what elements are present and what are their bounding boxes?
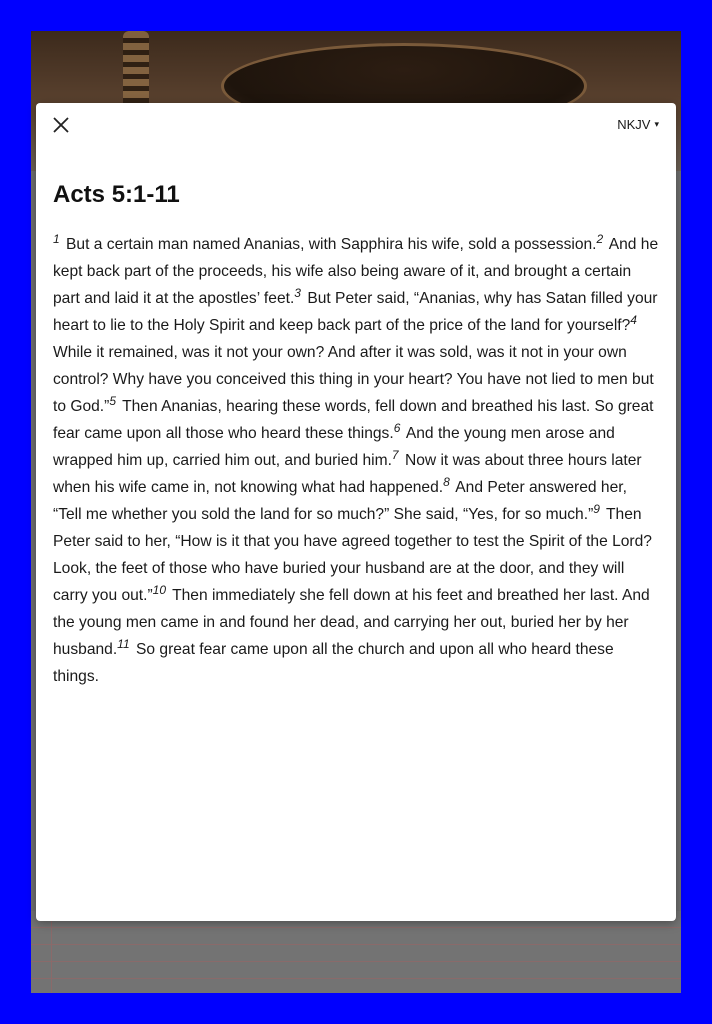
verse-text: So great fear came upon all the church and upon all who heard these things. [53, 641, 614, 685]
verse-number: 2 [596, 231, 604, 246]
passage-text [53, 231, 659, 690]
verse-number: 6 [393, 420, 401, 435]
passage-modal [36, 103, 676, 921]
verse-text: Then Ananias, hearing these words, fell down and breathed his last. So great fear came upon all those who heard these things. [53, 398, 654, 442]
version-label: NKJV [617, 117, 651, 132]
passage-title: Acts 5:1-11 [53, 181, 180, 208]
close-button[interactable] [50, 114, 72, 136]
version-dropdown[interactable] [617, 117, 659, 132]
verse-number: 8 [443, 474, 450, 489]
background-margin-line [51, 911, 52, 993]
verse-text: And the young men arose and wrapped him up, carried him out, and buried him. [53, 425, 615, 469]
caret-down-icon: ▾ [654, 119, 659, 129]
verse [53, 636, 614, 685]
verse [53, 231, 597, 253]
verse-number: 11 [117, 636, 130, 651]
verse-text: Then Peter said to her, “How is it that you have agreed together to test the Spirit of the Lord? Look, the feet of those who have buried your husband are at the door, and they will carry you out.” [53, 506, 652, 604]
verse-number: 7 [391, 447, 399, 462]
verse-number: 10 [152, 582, 167, 597]
verse-text: Then immediately she fell down at his feet and breathed her last. And the young men came in and found her dead, and carrying her out, buried her by her husband. [53, 587, 650, 658]
verse-text: But a certain man named Ananias, with Sapphira his wife, sold a possession. [66, 236, 597, 253]
verse-number: 4 [630, 312, 637, 327]
verse-number: 3 [294, 285, 301, 300]
background-ruled-lines [31, 911, 681, 993]
verse-number: 1 [53, 231, 60, 246]
verse-number: 5 [109, 393, 117, 408]
verse-text: While it remained, was it not your own? And after it was sold, was it not in your own control? Why have you conceived this thing in your heart? You have not lied to men but to God.” [53, 344, 654, 415]
verse-text: But Peter said, “Ananias, why has Satan filled your heart to lie to the Holy Spirit and keep back part of the price of the land for yourself? [53, 290, 658, 334]
verse-number: 9 [593, 501, 600, 516]
verse-text: And Peter answered her, “Tell me whether you sold the land for so much?” She said, “Yes, for so much.” [53, 479, 627, 523]
close-icon [50, 114, 72, 136]
verse-text: Now it was about three hours later when his wife came in, not knowing what had happened. [53, 452, 642, 496]
verse-text: And he kept back part of the proceeds, his wife also being aware of it, and brought a certain part and laid it at the apostles’ feet. [53, 236, 659, 307]
